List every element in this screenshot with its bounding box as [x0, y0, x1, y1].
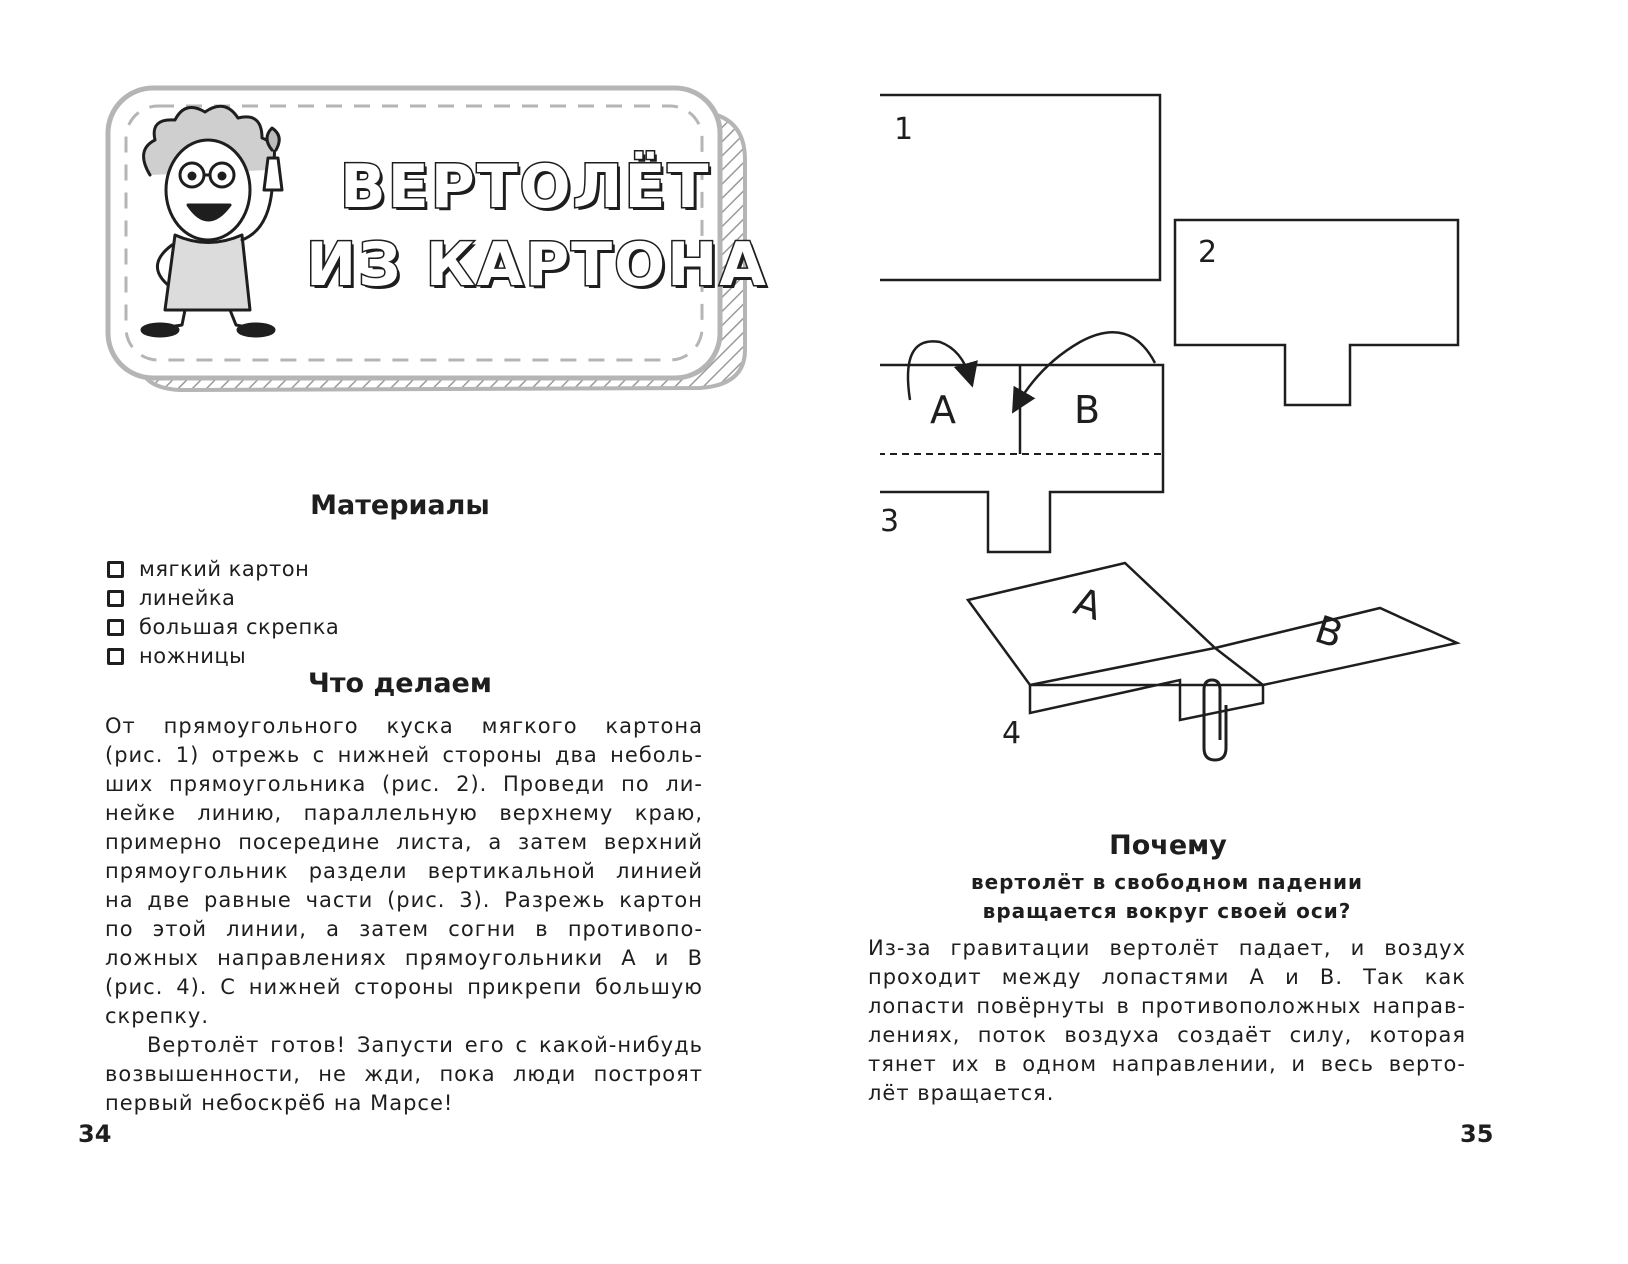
- figure-label-3: 3: [880, 504, 900, 539]
- checkbox-icon: [107, 619, 124, 636]
- blade-label-a: А: [930, 388, 956, 432]
- text-line: лениях, поток воздуха создаёт силу, которая: [868, 1023, 1466, 1047]
- diagram-drawing: [880, 80, 1480, 780]
- text-line: ших прямоугольника (рис. 2). Проведи по ли-: [105, 772, 703, 796]
- text-line: тянет их в одном направлении, и весь верто-: [868, 1052, 1466, 1076]
- list-item: мягкий картон: [107, 555, 339, 584]
- title-line-1: ВЕРТОЛЁТ: [340, 152, 711, 222]
- blade-label-b-folded: В: [1309, 607, 1349, 657]
- materials-heading: Материалы: [310, 490, 490, 521]
- list-item: большая скрепка: [107, 613, 339, 642]
- text-line: лопасти повёрнуты в противоположных направ-: [868, 994, 1466, 1018]
- text-line: по этой линии, а затем согни в противопо-: [105, 917, 703, 941]
- figure-2-shape: [1175, 220, 1458, 405]
- figure-1-rectangle: [880, 95, 1160, 280]
- steps-heading: Что делаем: [308, 668, 492, 699]
- why-paragraph: [868, 934, 1466, 1108]
- question-line: вертолёт в свободном падении: [970, 870, 1364, 894]
- why-heading: Почему: [1109, 830, 1227, 861]
- list-item: линейка: [107, 584, 339, 613]
- helicopter-diagram: [880, 80, 1480, 780]
- why-question: [868, 868, 1466, 926]
- checkbox-icon: [107, 590, 124, 607]
- checkbox-icon: [107, 561, 124, 578]
- text-line: возвышенности, не жди, пока люди построят: [105, 1062, 703, 1086]
- question-line: вращается вокруг своей оси?: [982, 899, 1352, 923]
- text-line: Вертолёт готов! Запусти его с какой-нибудь: [147, 1033, 703, 1057]
- text-line: ложных направлениях прямоугольники А и В: [105, 946, 703, 970]
- text-line: лёт вращается.: [868, 1081, 1055, 1105]
- figure-3-shape: [880, 365, 1163, 552]
- figure-label-2: 2: [1198, 235, 1218, 270]
- text-line: на две равные части (рис. 3). Разрежь картон: [105, 888, 703, 912]
- page-number-right: 35: [1460, 1120, 1494, 1148]
- text-line: (рис. 4). С нижней стороны прикрепи большую: [105, 975, 703, 999]
- text-line: Из-за гравитации вертолёт падает, и воздух: [868, 936, 1466, 960]
- text-line: примерно посередине листа, а затем верхний: [105, 830, 703, 854]
- checkbox-icon: [107, 648, 124, 665]
- steps-paragraph: [105, 712, 703, 1118]
- figure-label-1: 1: [894, 112, 914, 147]
- page-number-left: 34: [78, 1120, 112, 1148]
- title-banner: [0, 0, 800, 420]
- figure-4-body: [1030, 680, 1263, 720]
- blade-label-a-folded: А: [1068, 579, 1108, 629]
- text-line: прямоугольник раздели вертикальной линией: [105, 859, 703, 883]
- title-line-2: ИЗ КАРТОНА: [306, 230, 768, 300]
- text-line: нейке линию, параллельную верхнему краю,: [105, 801, 703, 825]
- figure-label-4: 4: [1002, 716, 1022, 751]
- text-line: проходит между лопастями А и В. Так как: [868, 965, 1466, 989]
- text-line: скрепку.: [105, 1004, 209, 1028]
- text-line: первый небоскрёб на Марсе!: [105, 1091, 454, 1115]
- blade-label-b: В: [1074, 388, 1101, 432]
- list-item: ножницы: [107, 642, 339, 671]
- text-line: (рис. 1) отрежь с нижней стороны два неболь-: [105, 743, 703, 767]
- materials-list: [107, 555, 339, 671]
- text-line: От прямоугольного куска мягкого картона: [105, 714, 703, 738]
